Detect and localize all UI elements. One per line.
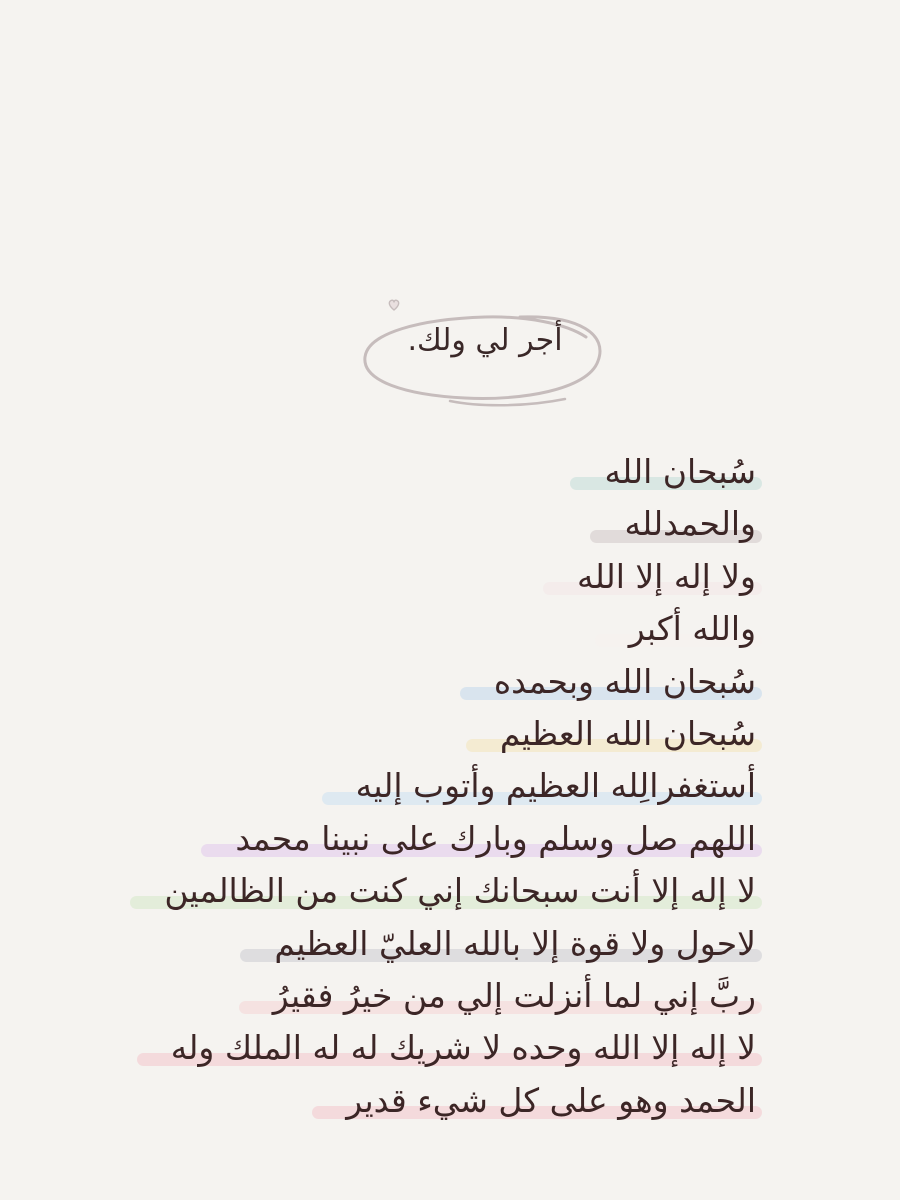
dhikr-text: سُبحان الله <box>604 452 756 491</box>
dhikr-highlight <box>342 1075 760 1127</box>
dhikr-text: والحمدلله <box>624 504 756 544</box>
dhikr-line <box>110 918 760 970</box>
dhikr-line <box>110 656 760 708</box>
dhikr-line <box>110 760 760 812</box>
dhikr-highlight <box>269 970 760 1022</box>
dhikr-text: سُبحان الله وبحمده <box>493 661 756 701</box>
dhikr-highlight <box>160 865 760 917</box>
dhikr-line <box>110 865 760 917</box>
dhikr-highlight <box>625 603 760 655</box>
dhikr-highlight <box>490 656 760 708</box>
dhikr-text: اللهم صل وسلم وبارك على نبينا محمد <box>235 818 756 858</box>
dhikr-highlight <box>620 498 760 550</box>
heart-outline-icon <box>389 300 398 310</box>
dhikr-text: لا إله إلا الله وحده لا شريك له له الملك وله <box>170 1028 756 1068</box>
dhikr-line <box>110 1075 760 1127</box>
dhikr-text: ولا إله إلا الله <box>577 556 756 596</box>
dhikr-line <box>110 446 760 498</box>
dhikr-text: ربَّ إني لما أنزلت إلي من خيرُ فقيرُ <box>272 975 756 1015</box>
dhikr-text: الحمد وهو على كل شيء قدير <box>346 1080 756 1120</box>
dhikr-line <box>110 498 760 550</box>
dhikr-list <box>110 446 760 1127</box>
dhikr-highlight <box>270 918 760 970</box>
dhikr-text: والله أكبر <box>628 609 756 649</box>
dhikr-line <box>110 603 760 655</box>
dhikr-line <box>110 708 760 760</box>
dhikr-text: أستغفرالِله العظيم وأتوب إليه <box>355 766 756 806</box>
dhikr-line <box>110 813 760 865</box>
dhikr-line <box>110 970 760 1022</box>
dhikr-highlight <box>496 708 760 760</box>
dhikr-text: سُبحان الله العظيم <box>499 713 756 753</box>
dhikr-line <box>110 1022 760 1074</box>
dhikr-highlight <box>600 446 760 498</box>
dhikr-highlight <box>231 813 760 865</box>
dhikr-text: لا إله إلا أنت سبحانك إني كنت من الظالمين <box>164 871 756 911</box>
dhikr-text: لاحول ولا قوة إلا بالله العليّ العظيم <box>274 923 756 963</box>
dhikr-line <box>110 551 760 603</box>
badge-title: أجر لي ولك. <box>407 323 563 358</box>
dhikr-highlight <box>167 1022 760 1074</box>
dhikr-highlight <box>352 760 760 812</box>
dhikr-highlight <box>573 551 760 603</box>
title-badge <box>350 295 620 415</box>
